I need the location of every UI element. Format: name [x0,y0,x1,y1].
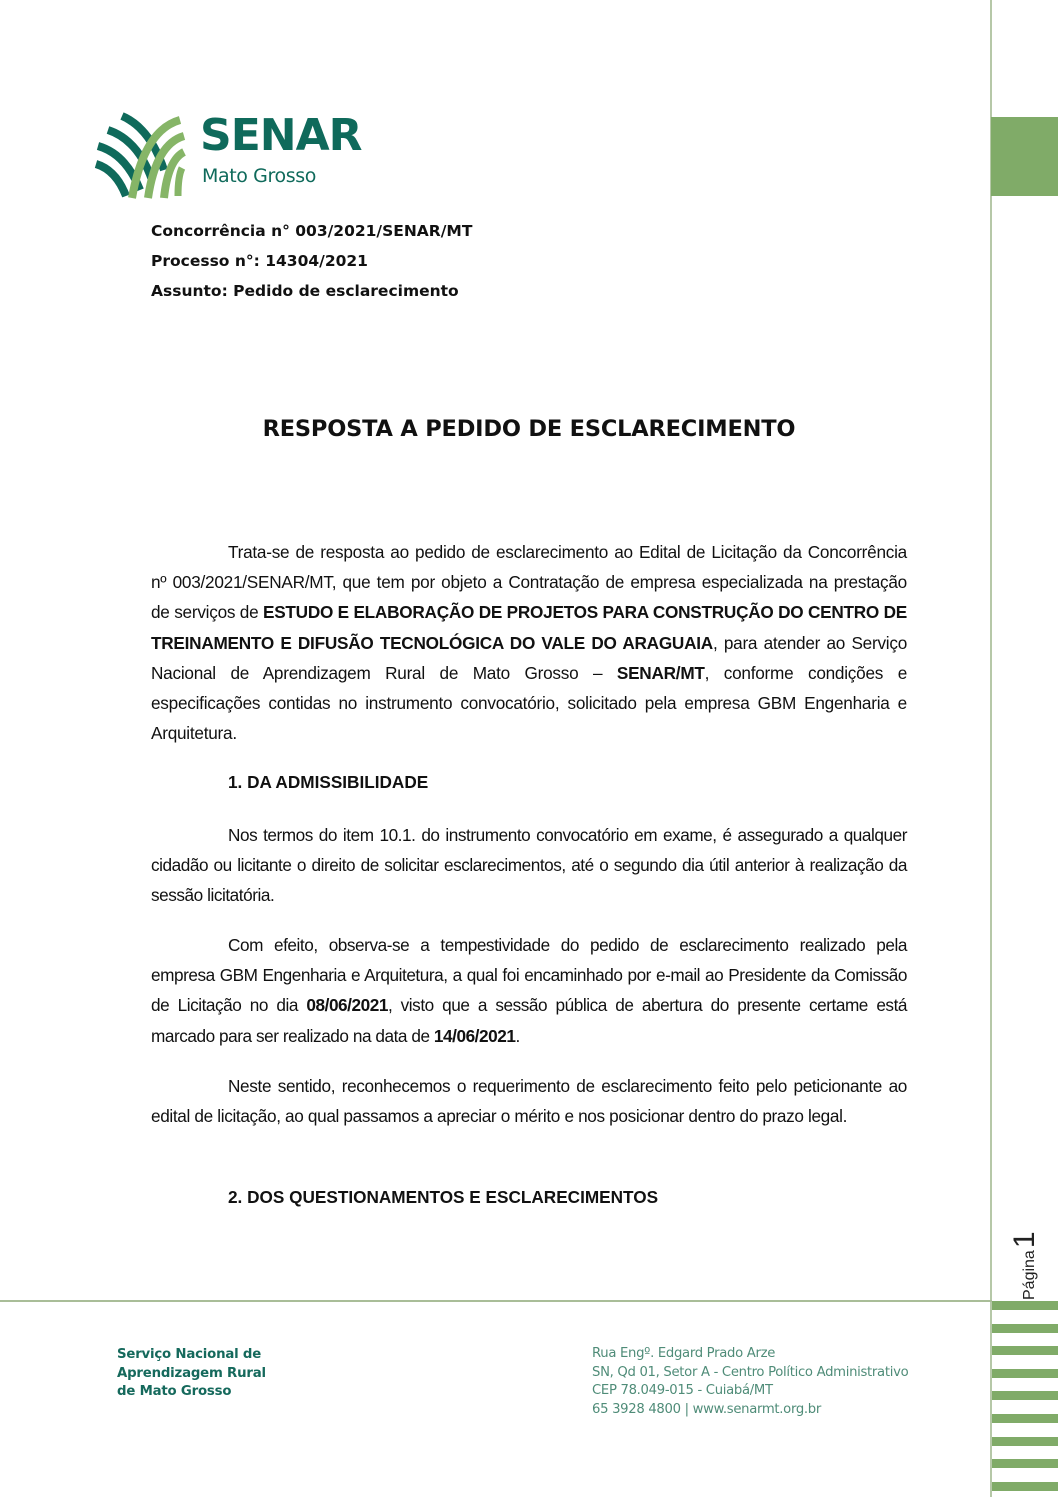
timeliness-paragraph [151,930,907,1051]
footer-organization [117,1346,266,1402]
footer-org-line: Aprendizagem Rural [117,1365,266,1381]
timeliness-text-3: . [515,1025,520,1046]
intro-bold-object: ESTUDO E ELABORAÇÃO DE PROJETOS PARA CONSTRUÇÃO DO CENTRO DE TREINAMENTO E DIFUSÃO TECNOLÓGICA DO VALE DO ARAGUAIA [151,602,907,653]
intro-bold-senar: SENAR/MT [616,662,705,683]
footer-stripe [992,1414,1058,1423]
page-number: 1 [1008,1231,1041,1249]
concorrencia-line: Concorrência n° 003/2021/SENAR/MT [151,222,473,240]
document-title: RESPOSTA A PEDIDO DE ESCLARECIMENTO [262,416,796,442]
request-date: 08/06/2021 [306,995,388,1016]
senar-logo-mark-icon [92,110,188,202]
section-heading-admissibilidade: 1. DA ADMISSIBILIDADE [228,772,429,792]
footer-stripe [992,1346,1058,1355]
intro-paragraph [151,537,907,748]
intro-text-1: Trata-se de resposta ao pedido de esclarecimento ao Edital de Licitação da Concorrência nº 003/2021/SENAR/MT, que tem por objeto a Contratação de empresa especializada na prestação de serviços de [151,542,907,623]
assunto-line: Assunto: Pedido de esclarecimento [151,282,459,300]
page-label: Página [1021,1250,1038,1300]
intro-text-3: , conforme condições e especificações contidas no instrumento convocatório, solicitado pela empresa GBM Engenharia e Arquitetura. [151,662,908,744]
intro-text-2: , para atender ao Serviço Nacional de Aprendizagem Rural de Mato Grosso – [151,632,908,683]
footer-stripe [992,1324,1058,1333]
admissibility-paragraph: Nos termos do item 10.1. do instrumento convocatório em exame, é assegurado a qualquer cidadão ou licitante o direito de solicitar esclarecimentos, até o segundo dia útil anterior à realização da sessão licitatória. [151,825,907,906]
document-header-info [151,216,472,306]
footer-address-street: Rua Engº. Edgard Prado Arze [592,1346,776,1361]
footer-org-line: de Mato Grosso [117,1384,232,1399]
page-indicator [1008,1212,1054,1302]
timeliness-text-1: Com efeito, observa-se a tempestividade do pedido de esclarecimento realizado pela empresa GBM Engenharia e Arquitetura, a qual foi encaminhado por e-mail ao Presidente da Comissão de Licitação no dia [151,935,907,1016]
margin-green-block [991,117,1058,196]
footer-org-line: Serviço Nacional de [117,1347,262,1362]
logo-subtitle-text: Mato Grosso [202,165,316,187]
logo-brand-text: SENAR [200,110,362,161]
footer-contact: 65 3928 4800 | www.senarmt.org.br [592,1401,821,1417]
footer-stripe [992,1391,1058,1400]
recognition-paragraph: Neste sentido, reconhecemos o requerimento de esclarecimento feito pelo peticionante ao edital de licitação, ao qual passamos a apreciar o mérito e nos posicionar dentro do prazo legal. [151,1076,907,1127]
footer-address [592,1345,908,1419]
footer-stripe [992,1301,1058,1310]
processo-line: Processo n°: 14304/2021 [151,252,368,270]
footer-address-cep: CEP 78.049-015 - Cuiabá/MT [592,1383,773,1398]
footer-horizontal-rule [0,1300,992,1302]
footer-stripe [992,1369,1058,1378]
footer-stripe [992,1482,1058,1491]
footer-address-sector: SN, Qd 01, Setor A - Centro Político Administrativo [592,1364,909,1380]
session-date: 14/06/2021 [433,1025,516,1046]
senar-logo [92,110,382,205]
margin-vertical-rule [990,0,992,1497]
timeliness-text-2: , visto que a sessão pública de abertura do presente certame está marcado para ser realizado na data de [151,995,908,1046]
footer-stripe [992,1437,1058,1446]
section-heading-questionamentos: 2. DOS QUESTIONAMENTOS E ESCLARECIMENTOS [228,1187,659,1207]
footer-stripe [992,1459,1058,1468]
